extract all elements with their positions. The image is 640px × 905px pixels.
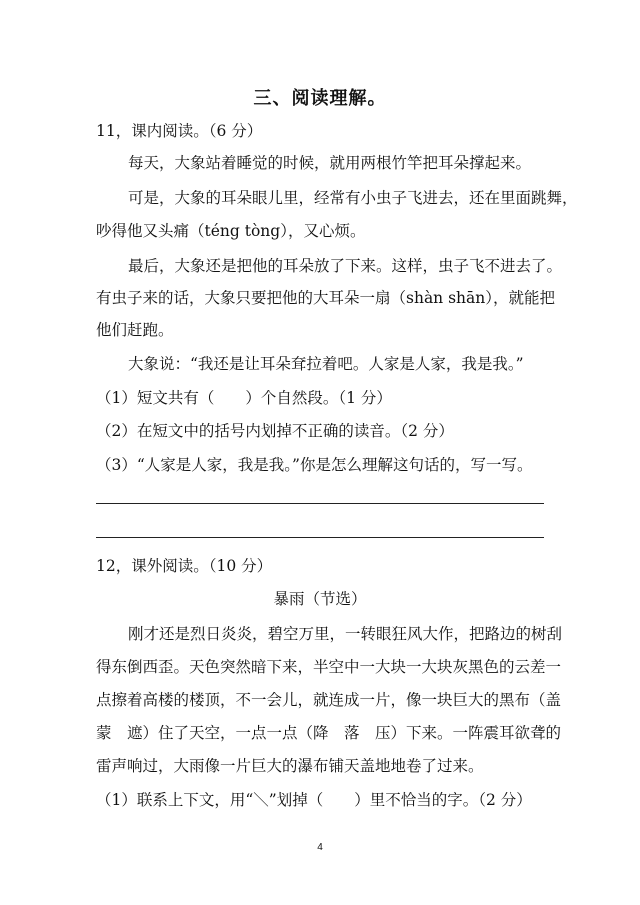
q12-passage-line-5: 雷声响过，大雨像一片巨大的瀑布铺天盖地地卷了过来。	[96, 757, 484, 775]
q11-paragraph-3-line-3: 他们赶跑。	[96, 321, 174, 339]
q11-paragraph-3-line-2: 有虫子来的话，大象只要把他的大耳朵一扇（shàn shān），就能把	[96, 289, 556, 307]
q11-paragraph-4: 大象说：“我还是让耳朵耷拉着吧。人家是人家，我是我。”	[128, 355, 524, 373]
q12-passage-line-3: 点擦着高楼的楼顶，不一会儿，就连成一片，像一块巨大的黑布（盖	[96, 691, 562, 709]
q11-paragraph-2-line-1: 可是，大象的耳朵眼儿里，经常有小虫子飞进去，还在里面跳舞，	[128, 189, 578, 207]
q11-question-3: （3）“人家是人家，我是我。”你是怎么理解这句话的，写一写。	[96, 456, 533, 474]
q11-paragraph-3-line-1: 最后，大象还是把他的耳朵放了下来。这样，虫子飞不进去了。	[128, 257, 563, 275]
passage-title: 暴雨（节选）	[273, 590, 367, 608]
q11-paragraph-2-line-2: 吵得他又头痛（téng tòng），又心烦。	[96, 222, 366, 240]
page-number: 4	[317, 842, 323, 853]
q12-passage-line-2: 得东倒西歪。天色突然暗下来，半空中一大块一大块灰黑色的云差一	[96, 658, 562, 676]
answer-line-1[interactable]	[96, 503, 544, 504]
q12-question-1: （1）联系上下文，用“＼”划掉（ ）里不恰当的字。（2 分）	[96, 791, 532, 809]
q12-heading: 12，课外阅读。（10 分）	[96, 557, 273, 575]
q11-paragraph-1: 每天，大象站着睡觉的时候，就用两根竹竿把耳朵撑起来。	[128, 154, 532, 172]
q11-question-1: （1）短文共有（ ）个自然段。（1 分）	[96, 389, 392, 407]
answer-line-2[interactable]	[96, 537, 544, 538]
q11-heading: 11，课内阅读。（6 分）	[96, 122, 263, 140]
q12-passage-line-1: 刚才还是烈日炎炎，碧空万里，一转眼狂风大作，把路边的树刮	[128, 625, 563, 643]
q12-passage-line-4: 蒙 遮）住了天空，一点一点（降 落 压）下来。一阵震耳欲聋的	[96, 724, 562, 742]
q11-question-2: （2）在短文中的括号内划掉不正确的读音。（2 分）	[96, 422, 454, 440]
section-title: 三、阅读理解。	[253, 88, 387, 109]
